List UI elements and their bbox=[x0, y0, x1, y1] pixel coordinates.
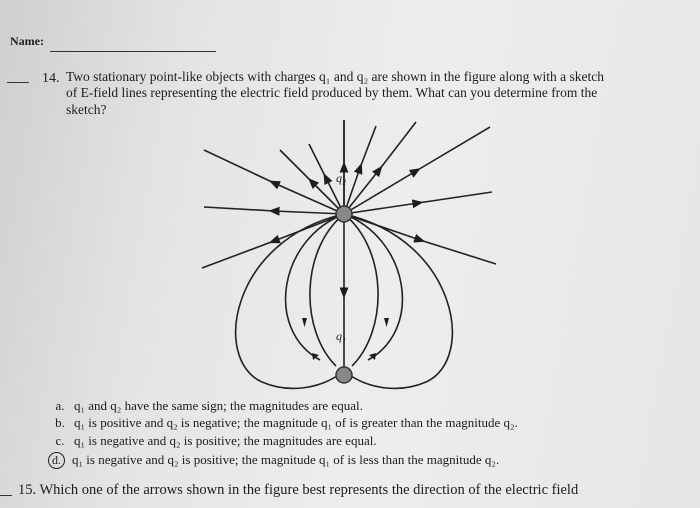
option-text: q₁ is negative and q₂ is positive; the magnitudes are equal. bbox=[74, 433, 377, 448]
question-14-number: 14. bbox=[42, 71, 60, 86]
question-14-line-3: sketch? bbox=[66, 102, 107, 117]
charge-q1 bbox=[336, 367, 352, 383]
field-line bbox=[344, 214, 452, 388]
field-line bbox=[204, 150, 347, 214]
field-line bbox=[344, 122, 416, 214]
field-arrow bbox=[302, 318, 307, 327]
field-line bbox=[204, 207, 344, 214]
option-text: q₁ is positive and q₂ is negative; the magnitude q₁ of is greater than the magnitude q₂. bbox=[74, 415, 518, 430]
answer-blank-15 bbox=[0, 495, 12, 496]
field-line bbox=[280, 150, 347, 214]
field-line bbox=[236, 214, 347, 388]
question-14-line-2: of E-field lines representing the electric field produced by them. What can you determine from the bbox=[66, 85, 598, 100]
charge-q2-label: q₂ bbox=[336, 171, 347, 185]
option-letter: c. bbox=[55, 433, 65, 448]
question-14-line-1: Two stationary point-like objects with charges q₁ and q₂ are shown in the figure along with a sketch bbox=[66, 69, 604, 84]
question-15-text: 15. Which one of the arrows shown in the figure best represents the direction of the electric field bbox=[18, 482, 579, 498]
field-arrow bbox=[384, 318, 389, 327]
field-line bbox=[344, 126, 376, 214]
option-c[interactable] bbox=[50, 433, 377, 449]
option-letter: a. bbox=[55, 398, 65, 413]
charge-q2 bbox=[336, 206, 352, 222]
option-text: q₁ is negative and q₂ is positive; the magnitude q₁ of is less than the magnitude q₂. bbox=[72, 452, 500, 467]
field-line bbox=[344, 214, 378, 366]
field-line bbox=[344, 214, 402, 360]
name-label: Name: bbox=[10, 34, 44, 48]
option-text: q₁ and q₂ have the same sign; the magnitudes are equal. bbox=[74, 398, 363, 413]
option-a[interactable] bbox=[50, 398, 363, 414]
charge-q1-label: q₁ bbox=[336, 329, 347, 343]
field-line bbox=[344, 192, 492, 214]
option-letter-circled: d. bbox=[48, 452, 65, 469]
option-d[interactable] bbox=[50, 452, 499, 469]
option-letter: b. bbox=[55, 415, 65, 430]
option-b[interactable] bbox=[50, 415, 518, 431]
field-line bbox=[344, 127, 490, 214]
field-line bbox=[310, 214, 347, 366]
